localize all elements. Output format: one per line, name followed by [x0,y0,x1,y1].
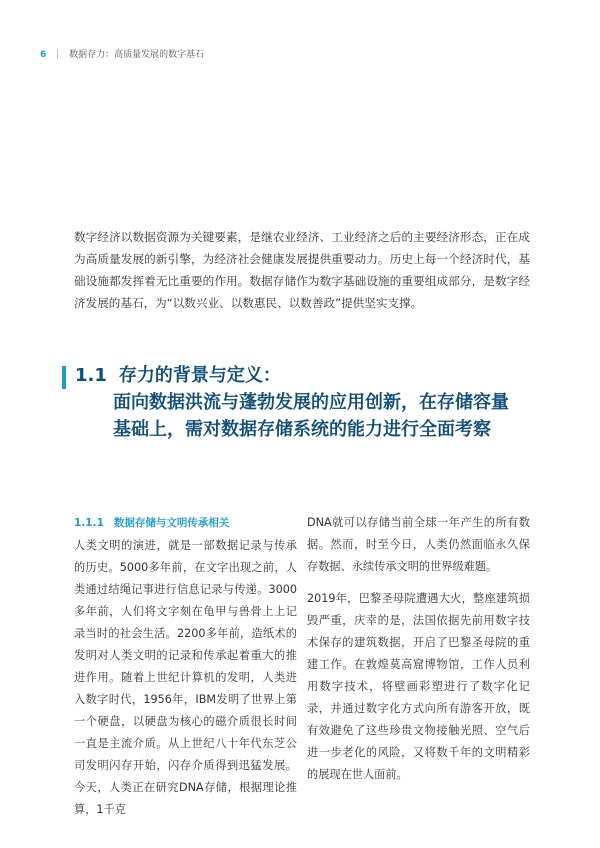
running-header [40,47,204,60]
header-separator: | [56,50,60,60]
right-column [307,512,530,786]
page-number: 6 [40,50,47,60]
section-number: 1.1 [75,365,107,386]
subsection-title: 数据存储与文明传承相关 [113,517,230,529]
header-title: 数据存力：高质量发展的数字基石 [69,50,205,60]
body-paragraph-right-1: DNA就可以存储当前全球一年产生的所有数据。然而，时至今日，人类仍然面临永久保存数据、永续传承文明的世界级难题。 [307,516,530,573]
subsection-number: 1.1.1 [74,517,104,529]
paragraph-spacer [307,578,530,588]
body-paragraph-left: 人类文明的演进，就是一部数据记录与传承的历史。5000多年前，在文字出现之前，人类通过结绳记事进行信息记录与传递。3000多年前，人们将文字刻在龟甲与兽骨上上记录当时的社会生活。2200多年前，造纸术的发明对人类文明的记录和传承起着重大的推进作用。随着上世纪计算机的发明，人类进入数字时代，1956年，IBM发明了世界上第一个硬盘，以硬盘为核心的磁介质很长时间一直是主流介质。从上世纪八十年代东芝公司发明闪存开始，闪存介质得到迅猛发展。今天，人类正在研究DNA存储，根据理论推算，1千克 [74,539,297,816]
left-column [74,512,297,821]
section-title-line-3: 基础上，需对数据存储系统的能力进行全面考察 [113,419,491,440]
section-heading [62,362,542,443]
intro-paragraph: 数字经济以数据资源为关键要素，是继农业经济、工业经济之后的主要经济形态，正在成为高质量发展的新引擎，为经济社会健康发展提供重要动力。历史上每一个经济时代，基础设施都发挥着无比重要的作用。数据存储作为数字基础设施的重要组成部分，是数字经济发展的基石，为“以数兴业、以数惠民、以数善政”提供坚实支撑。 [74,229,530,310]
section-title-line-1: 存力的背景与定义： [118,365,281,386]
section-accent-bar [62,366,66,389]
section-title-line-2: 面向数据洪流与蓬勃发展的应用创新，在存储容量 [113,392,509,413]
subsection-heading [74,512,297,534]
body-paragraph-right-2: 2019年，巴黎圣母院遭遇大火，整座建筑损毁严重，庆幸的是，法国依据先前用数字技术保存的建筑数据，开启了巴黎圣母院的重建工作。在敦煌莫高窟博物馆，工作人员利用数字技术，将壁画彩塑进行了数字化记录，并通过数字化方式向所有游客开放，既有效避免了这些珍贵文物接触光照、空气后进一步老化的风险，又将数千年的文明精彩的展现在世人面前。 [307,592,530,781]
